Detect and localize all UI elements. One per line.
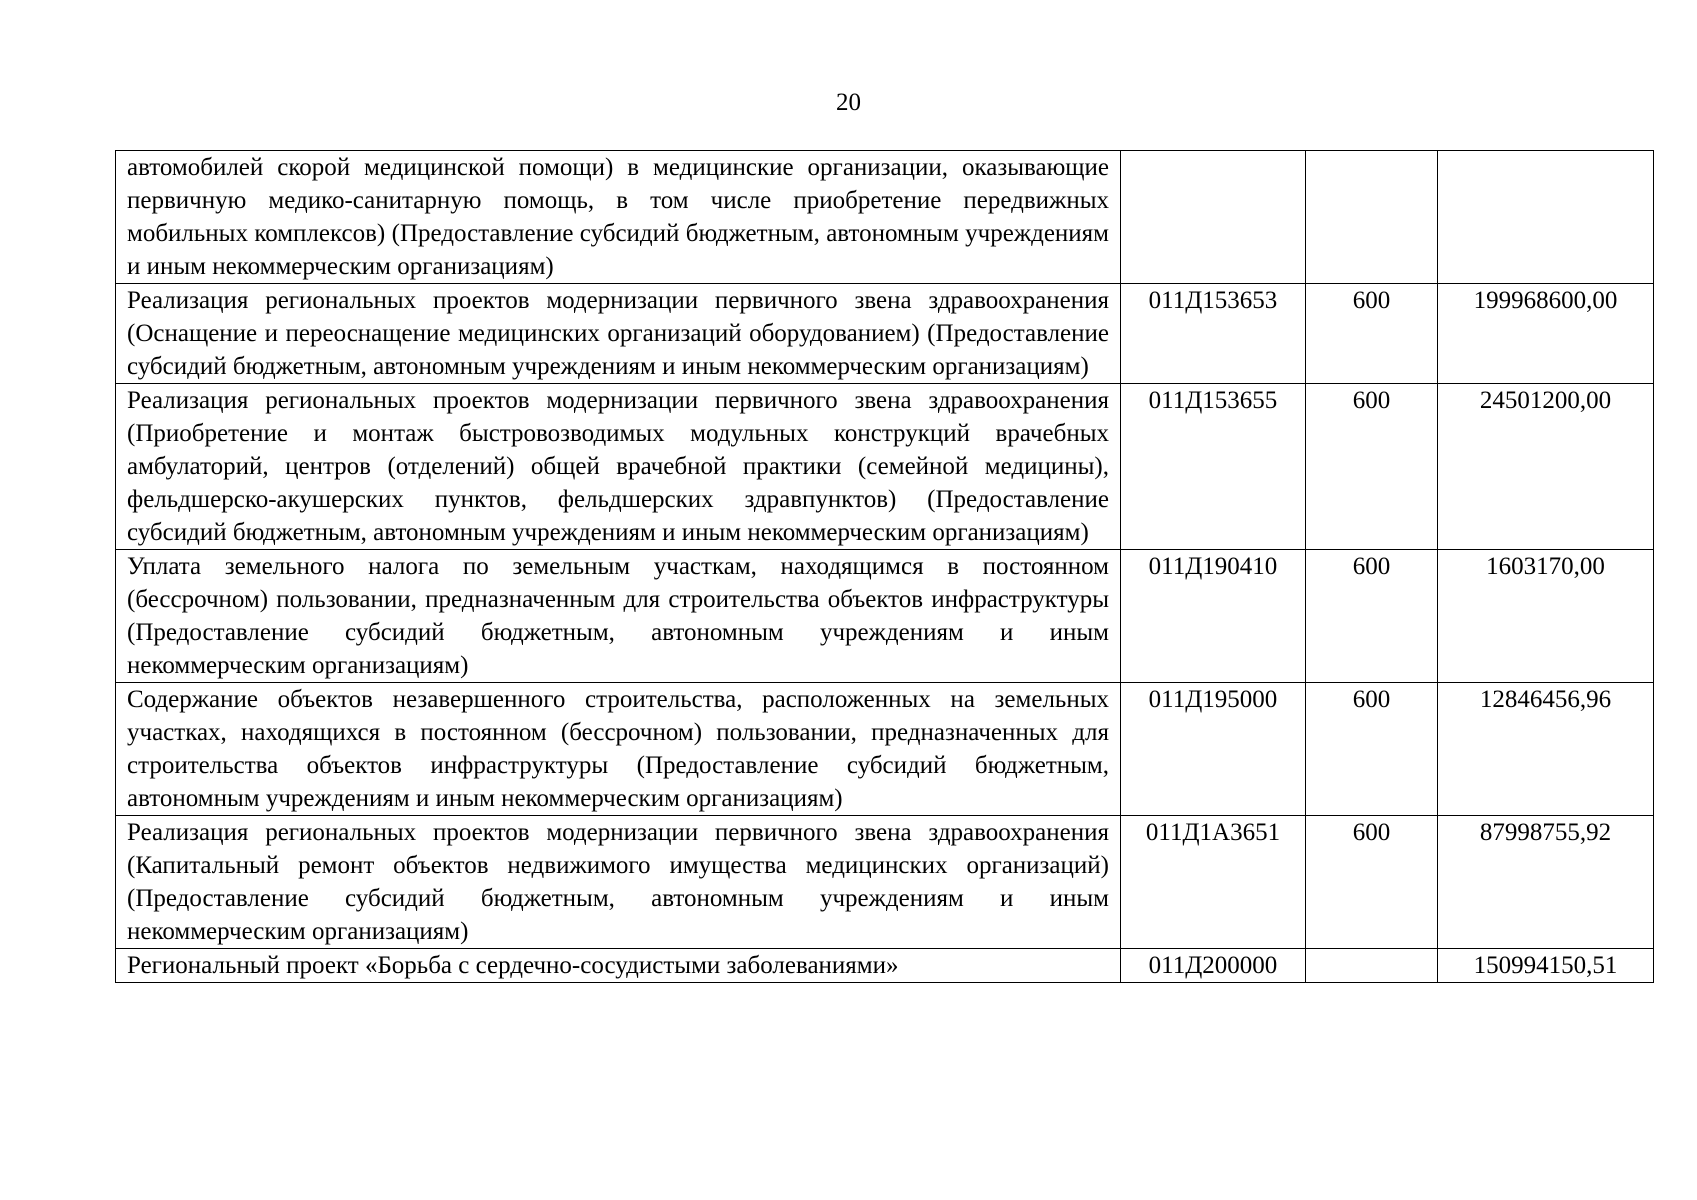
page-number: 20 bbox=[836, 89, 861, 116]
row-description: Реализация региональных проектов модернизации первичного звена здравоохранения (Приобретение и монтаж быстровозводимых модульных конструкций врачебных амбулаторий, центров (отделений) общей врачебной практики (семейной медицины), фельдшерско-акушерских пунктов, фельдшерских здравпунктов) (Предоставление субсидий бюджетным, автономным учреждениям и иным некоммерческим организациям) bbox=[116, 384, 1121, 550]
row-description: Содержание объектов незавершенного строительства, расположенных на земельных участках, находящихся в постоянном (бессрочном) пользовании, предназначенных для строительства объектов инфраструктуры (Предоставление субсидий бюджетным, автономным учреждениям и иным некоммерческим организациям) bbox=[116, 683, 1121, 816]
table-row bbox=[116, 384, 1654, 550]
row-expense-type bbox=[1306, 151, 1438, 284]
row-amount: 1603170,00 bbox=[1438, 550, 1654, 683]
row-description: автомобилей скорой медицинской помощи) в медицинские организации, оказывающие первичную медико-санитарную помощь, в том числе приобретение передвижных мобильных комплексов) (Предоставление субсидий бюджетным, автономным учреждениям и иным некоммерческим организациям) bbox=[116, 151, 1121, 284]
table-row bbox=[116, 550, 1654, 683]
row-code: 011Д153655 bbox=[1121, 384, 1306, 550]
row-amount: 199968600,00 bbox=[1438, 284, 1654, 384]
row-code: 011Д153653 bbox=[1121, 284, 1306, 384]
row-code: 011Д195000 bbox=[1121, 683, 1306, 816]
row-description: Региональный проект «Борьба с сердечно-сосудистыми заболеваниями» bbox=[116, 949, 1121, 983]
row-code: 011Д190410 bbox=[1121, 550, 1306, 683]
row-code: 011Д1А3651 bbox=[1121, 816, 1306, 949]
row-expense-type bbox=[1306, 949, 1438, 983]
row-amount: 87998755,92 bbox=[1438, 816, 1654, 949]
row-amount: 150994150,51 bbox=[1438, 949, 1654, 983]
table-row bbox=[116, 816, 1654, 949]
budget-table bbox=[115, 150, 1654, 983]
row-expense-type: 600 bbox=[1306, 816, 1438, 949]
row-expense-type: 600 bbox=[1306, 284, 1438, 384]
row-description: Уплата земельного налога по земельным участкам, находящимся в постоянном (бессрочном) пользовании, предназначенным для строительства объектов инфраструктуры (Предоставление субсидий бюджетным, автономным учреждениям и иным некоммерческим организациям) bbox=[116, 550, 1121, 683]
row-code bbox=[1121, 151, 1306, 284]
table-row bbox=[116, 949, 1654, 983]
row-code: 011Д200000 bbox=[1121, 949, 1306, 983]
row-description: Реализация региональных проектов модернизации первичного звена здравоохранения (Оснащение и переоснащение медицинских организаций оборудованием) (Предоставление субсидий бюджетным, автономным учреждениям и иным некоммерческим организациям) bbox=[116, 284, 1121, 384]
row-amount: 12846456,96 bbox=[1438, 683, 1654, 816]
row-description: Реализация региональных проектов модернизации первичного звена здравоохранения (Капитальный ремонт объектов недвижимого имущества медицинских организаций) (Предоставление субсидий бюджетным, автономным учреждениям и иным некоммерческим организациям) bbox=[116, 816, 1121, 949]
table-row bbox=[116, 284, 1654, 384]
table-row bbox=[116, 151, 1654, 284]
table-row bbox=[116, 683, 1654, 816]
row-expense-type: 600 bbox=[1306, 683, 1438, 816]
row-amount: 24501200,00 bbox=[1438, 384, 1654, 550]
row-expense-type: 600 bbox=[1306, 550, 1438, 683]
row-expense-type: 600 bbox=[1306, 384, 1438, 550]
row-amount bbox=[1438, 151, 1654, 284]
